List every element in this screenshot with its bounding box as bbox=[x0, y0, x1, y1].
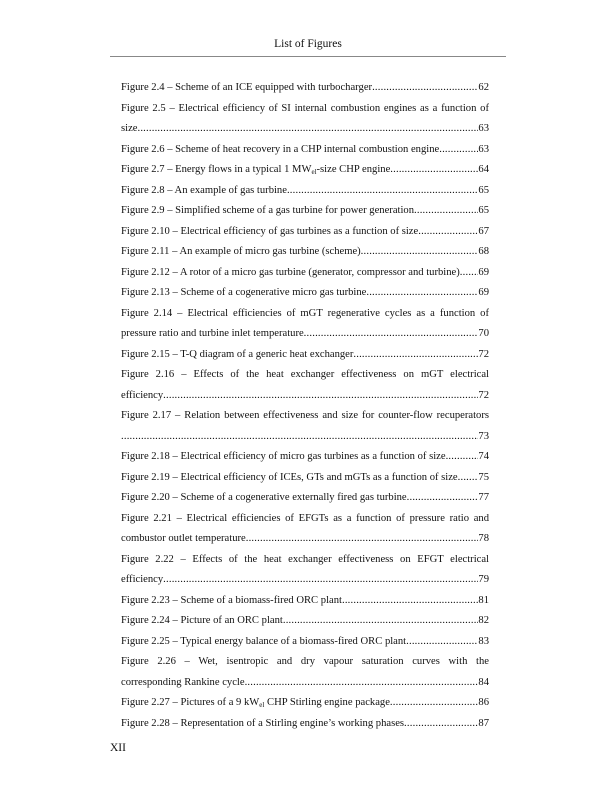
figure-entry[interactable] bbox=[121, 345, 489, 366]
dot-leader bbox=[353, 345, 478, 366]
figure-entry[interactable] bbox=[121, 447, 489, 468]
dot-leader bbox=[287, 181, 478, 202]
entry-page-number: 63 bbox=[478, 123, 489, 134]
entry-title-text: Figure 2.11 – An example of micro gas turbine (scheme) bbox=[121, 246, 361, 257]
entry-continuation-row bbox=[121, 119, 489, 140]
entry-row bbox=[121, 283, 489, 304]
entry-title-text: Figure 2.6 – Scheme of heat recovery in a CHP internal combustion engine bbox=[121, 143, 440, 155]
entry-row bbox=[121, 693, 489, 714]
figure-entry[interactable] bbox=[121, 78, 489, 99]
entry-title-continuation: efficiency bbox=[121, 574, 164, 585]
entry-continuation-row bbox=[121, 427, 489, 448]
dot-leader bbox=[304, 324, 479, 345]
entry-title: Figure 2.5 – Electrical efficiency of SI internal combustion engines as a function of bbox=[121, 102, 489, 114]
entry-continuation-row bbox=[121, 570, 489, 591]
figure-entry[interactable] bbox=[121, 222, 489, 243]
entry-page-number: 73 bbox=[478, 430, 489, 442]
entry-page-number: 65 bbox=[478, 205, 489, 216]
entry-page-number: 62 bbox=[478, 82, 489, 93]
entry-title-text: Figure 2.9 – Simplified scheme of a gas turbine for power generation bbox=[121, 205, 415, 216]
figure-entry[interactable] bbox=[121, 550, 489, 591]
figure-entry[interactable] bbox=[121, 242, 489, 263]
entry-title bbox=[121, 263, 460, 284]
entry-page-number: 77 bbox=[478, 492, 489, 503]
entry-page-number: 74 bbox=[478, 451, 489, 462]
entry-title bbox=[121, 242, 361, 263]
dot-leader bbox=[460, 263, 479, 284]
entry-title bbox=[121, 140, 439, 161]
entry-title bbox=[121, 488, 407, 509]
entry-row bbox=[121, 447, 489, 468]
entry-title bbox=[121, 222, 418, 243]
entry-title-text: Figure 2.23 – Scheme of a biomass-fired ORC plant bbox=[121, 594, 342, 606]
entry-title: Figure 2.16 – Effects of the heat exchanger effectiveness on mGT electrical bbox=[121, 369, 489, 380]
dot-leader bbox=[342, 591, 478, 612]
dot-leader bbox=[283, 611, 479, 632]
entry-title: Figure 2.26 – Wet, isentropic and dry vapour saturation curves with the bbox=[121, 656, 489, 667]
entry-title bbox=[121, 447, 446, 468]
entry-title-continuation: size bbox=[121, 123, 138, 134]
entry-title bbox=[121, 693, 390, 714]
entry-title-text-after: CHP Stirling engine package bbox=[264, 697, 390, 708]
entry-page-number: 69 bbox=[478, 287, 489, 298]
entry-title-continuation: corresponding Rankine cycle bbox=[121, 676, 245, 688]
entry-title-text: Figure 2.24 – Picture of an ORC plant bbox=[121, 615, 283, 626]
entry-row bbox=[121, 488, 489, 509]
entry-row bbox=[121, 611, 489, 632]
entry-title bbox=[121, 283, 366, 304]
dot-leader bbox=[245, 673, 479, 694]
entry-title-text: Figure 2.27 – Pictures of a 9 kW bbox=[121, 697, 260, 708]
entry-continuation-row bbox=[121, 529, 489, 550]
entry-page-number: 67 bbox=[478, 225, 489, 237]
entry-row bbox=[121, 632, 489, 653]
entry-title bbox=[121, 632, 406, 653]
entry-title-text: Figure 2.25 – Typical energy balance of a biomass-fired ORC plant bbox=[121, 635, 407, 647]
dot-leader bbox=[406, 632, 478, 653]
entry-row bbox=[121, 242, 489, 263]
figure-entry[interactable] bbox=[121, 140, 489, 161]
list-of-figures bbox=[121, 78, 489, 734]
entry-title bbox=[121, 468, 458, 489]
entry-title-text: Figure 2.18 – Electrical efficiency of micro gas turbines as a function of size bbox=[121, 451, 446, 462]
entry-title-text: Figure 2.8 – An example of gas turbine bbox=[121, 184, 287, 196]
subscript: el bbox=[259, 701, 265, 709]
entry-page-number: 65 bbox=[478, 184, 489, 196]
entry-title: Figure 2.21 – Electrical efficiencies of EFGTs as a function of pressure ratio and bbox=[121, 512, 489, 524]
entry-continuation-row bbox=[121, 673, 489, 694]
entry-page-number: 87 bbox=[478, 717, 489, 729]
dot-leader bbox=[372, 78, 478, 99]
entry-title-continuation: pressure ratio and turbine inlet temperature bbox=[121, 328, 304, 339]
entry-title: Figure 2.17 – Relation between effectiveness and size for counter-flow recuperators bbox=[121, 410, 489, 421]
dot-leader bbox=[121, 427, 478, 448]
dot-leader bbox=[404, 714, 478, 735]
dot-leader bbox=[439, 140, 478, 161]
entry-title bbox=[121, 345, 353, 366]
entry-page-number: 70 bbox=[478, 328, 489, 339]
dot-leader bbox=[458, 468, 479, 489]
entry-title: Figure 2.22 – Effects of the heat exchanger effectiveness on EFGT electrical bbox=[121, 553, 489, 565]
figure-entry[interactable] bbox=[121, 406, 489, 447]
entry-title-text-after: -size CHP engine bbox=[316, 164, 391, 175]
figure-entry[interactable] bbox=[121, 304, 489, 345]
entry-title-text: Figure 2.15 – T-Q diagram of a generic heat exchanger bbox=[121, 348, 354, 360]
entry-page-number: 68 bbox=[478, 246, 489, 257]
dot-leader bbox=[137, 119, 478, 140]
running-header: List of Figures bbox=[274, 38, 342, 50]
figure-entry[interactable] bbox=[121, 509, 489, 550]
entry-continuation-row bbox=[121, 386, 489, 407]
entry-title bbox=[121, 591, 342, 612]
entry-row bbox=[121, 263, 489, 284]
entry-title-text: Figure 2.7 – Energy flows in a typical 1 MW bbox=[121, 164, 312, 175]
entry-title: Figure 2.14 – Electrical efficiencies of mGT regenerative cycles as a function of bbox=[121, 307, 489, 319]
subscript: el bbox=[311, 168, 317, 176]
figure-entry[interactable] bbox=[121, 591, 489, 612]
dot-leader bbox=[390, 160, 478, 181]
entry-page-number: 79 bbox=[478, 574, 489, 585]
figure-entry[interactable] bbox=[121, 632, 489, 653]
entry-title-text: Figure 2.20 – Scheme of a cogenerative externally fired gas turbine bbox=[121, 492, 407, 503]
entry-title bbox=[121, 181, 287, 202]
dot-leader bbox=[418, 222, 478, 243]
figure-entry[interactable] bbox=[121, 201, 489, 222]
entry-row bbox=[121, 222, 489, 243]
entry-title-continuation: efficiency bbox=[121, 389, 164, 401]
dot-leader bbox=[361, 242, 479, 263]
figure-entry[interactable] bbox=[121, 99, 489, 140]
figure-entry[interactable] bbox=[121, 181, 489, 202]
dot-leader bbox=[390, 693, 479, 714]
entry-title-text: Figure 2.12 – A rotor of a micro gas turbine (generator, compressor and turbine) bbox=[121, 266, 460, 278]
entry-title-text: Figure 2.4 – Scheme of an ICE equipped with turbocharger bbox=[121, 82, 373, 93]
entry-row bbox=[121, 140, 489, 161]
dot-leader bbox=[163, 386, 478, 407]
entry-page-number: 84 bbox=[478, 676, 489, 688]
entry-title bbox=[121, 160, 390, 181]
figure-entry[interactable] bbox=[121, 468, 489, 489]
figure-entry[interactable] bbox=[121, 488, 489, 509]
entry-row bbox=[121, 181, 489, 202]
figure-entry[interactable] bbox=[121, 693, 489, 714]
entry-page-number: 83 bbox=[478, 635, 489, 647]
entry-row bbox=[121, 468, 489, 489]
entry-page-number: 72 bbox=[478, 348, 489, 360]
entry-row bbox=[121, 160, 489, 181]
entry-row bbox=[121, 78, 489, 99]
entry-page-number: 63 bbox=[478, 143, 489, 155]
entry-row bbox=[121, 345, 489, 366]
entry-page-number: 81 bbox=[478, 594, 489, 606]
entry-title bbox=[121, 201, 414, 222]
figure-entry[interactable] bbox=[121, 365, 489, 406]
entry-title-text: Figure 2.28 – Representation of a Stirling engine’s working phases bbox=[121, 717, 405, 729]
figure-entry[interactable] bbox=[121, 160, 489, 181]
figure-entry[interactable] bbox=[121, 652, 489, 693]
entry-title-text: Figure 2.13 – Scheme of a cogenerative micro gas turbine bbox=[121, 287, 367, 298]
entry-page-number: 69 bbox=[478, 266, 489, 278]
figure-entry[interactable] bbox=[121, 283, 489, 304]
entry-title bbox=[121, 78, 372, 99]
entry-page-number: 72 bbox=[478, 389, 489, 401]
entry-continuation-row bbox=[121, 324, 489, 345]
page-number: XII bbox=[110, 742, 126, 754]
dot-leader bbox=[163, 570, 478, 591]
entry-row bbox=[121, 201, 489, 222]
dot-leader bbox=[246, 529, 479, 550]
entry-title bbox=[121, 611, 283, 632]
entry-title bbox=[121, 714, 404, 735]
header-rule bbox=[110, 56, 506, 57]
dot-leader bbox=[366, 283, 478, 304]
entry-page-number: 64 bbox=[478, 164, 489, 175]
entry-row bbox=[121, 591, 489, 612]
entry-page-number: 82 bbox=[478, 615, 489, 626]
dot-leader bbox=[446, 447, 479, 468]
entry-page-number: 86 bbox=[478, 697, 489, 708]
entry-row bbox=[121, 714, 489, 735]
dot-leader bbox=[414, 201, 478, 222]
entry-title-text: Figure 2.10 – Electrical efficiency of gas turbines as a function of size bbox=[121, 225, 419, 237]
dot-leader bbox=[407, 488, 479, 509]
figure-entry[interactable] bbox=[121, 714, 489, 735]
figure-entry[interactable] bbox=[121, 611, 489, 632]
entry-title-text: Figure 2.19 – Electrical efficiency of ICEs, GTs and mGTs as a function of size bbox=[121, 471, 458, 483]
entry-title-continuation: combustor outlet temperature bbox=[121, 533, 246, 544]
entry-page-number: 75 bbox=[478, 471, 489, 483]
figure-entry[interactable] bbox=[121, 263, 489, 284]
entry-page-number: 78 bbox=[478, 533, 489, 544]
